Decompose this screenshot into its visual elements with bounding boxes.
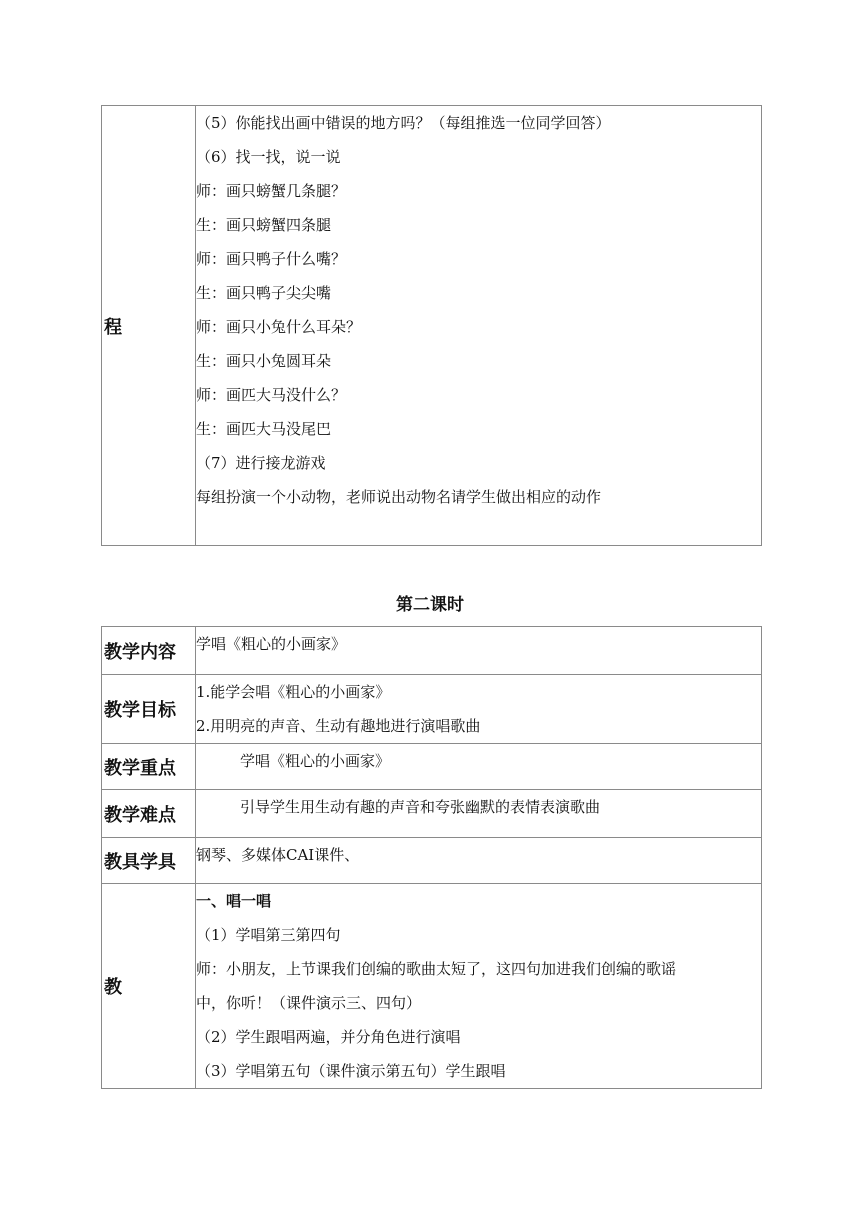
process-line-4: 生：画只螃蟹四条腿 <box>196 216 332 234</box>
process-line-5: 师：画只鸭子什么嘴？ <box>196 250 347 268</box>
lesson-title: 第二课时 <box>396 595 464 615</box>
content-text: 学唱《粗心的小画家》 <box>196 635 347 653</box>
process-line-7: 师：画只小兔什么耳朵？ <box>196 318 362 336</box>
process-line-8: 生：画只小兔圆耳朵 <box>196 352 332 370</box>
goal-line-2: 2.用明亮的声音、生动有趣地进行演唱歌曲 <box>196 717 481 735</box>
process-table-continued <box>101 105 762 546</box>
content-cell <box>196 627 762 675</box>
teaching-line-5: （3）学唱第五句（课件演示第五句）学生跟唱 <box>196 1062 506 1080</box>
teaching-process-cell <box>196 884 762 1089</box>
row-label-difficulty: 教学难点 <box>102 790 196 838</box>
row-label-key: 教学重点 <box>102 744 196 790</box>
difficulty-text: 引导学生用生动有趣的声音和夸张幽默的表情表演歌曲 <box>240 798 601 816</box>
row-label-teaching: 教 <box>102 884 196 1089</box>
key-text: 学唱《粗心的小画家》 <box>240 752 391 770</box>
lesson-plan-table <box>101 626 762 1089</box>
teaching-line-4: （2）学生跟唱两遍，并分角色进行演唱 <box>196 1028 461 1046</box>
process-line-6: 生：画只鸭子尖尖嘴 <box>196 284 332 302</box>
process-line-1: （5）你能找出画中错误的地方吗？（每组推选一位同学回答） <box>196 114 611 132</box>
process-line-10: 生：画匹大马没尾巴 <box>196 420 332 438</box>
teaching-line-3: 中，你听！（课件演示三、四句） <box>196 994 422 1012</box>
process-line-2: （6）找一找，说一说 <box>196 148 341 166</box>
goals-cell <box>196 675 762 744</box>
key-cell <box>196 744 762 790</box>
process-line-12: 每组扮演一个小动物，老师说出动物名请学生做出相应的动作 <box>196 488 602 506</box>
row-label-process: 程 <box>102 106 196 546</box>
tools-text: 钢琴、多媒体CAI课件、 <box>196 846 360 864</box>
tools-cell <box>196 838 762 884</box>
process-line-11: （7）进行接龙游戏 <box>196 454 326 472</box>
row-label-goals: 教学目标 <box>102 675 196 744</box>
difficulty-cell <box>196 790 762 838</box>
process-content <box>196 106 762 546</box>
row-label-tools: 教具学具 <box>102 838 196 884</box>
teaching-line-2: 师：小朋友，上节课我们创编的歌曲太短了，这四句加进我们创编的歌谣 <box>196 960 677 978</box>
row-label-content: 教学内容 <box>102 627 196 675</box>
goal-line-1: 1.能学会唱《粗心的小画家》 <box>196 683 391 701</box>
process-line-3: 师：画只螃蟹几条腿？ <box>196 182 347 200</box>
section-heading: 一、唱一唱 <box>196 892 272 910</box>
teaching-line-1: （1）学唱第三第四句 <box>196 926 341 944</box>
process-line-9: 师：画匹大马没什么？ <box>196 386 347 404</box>
